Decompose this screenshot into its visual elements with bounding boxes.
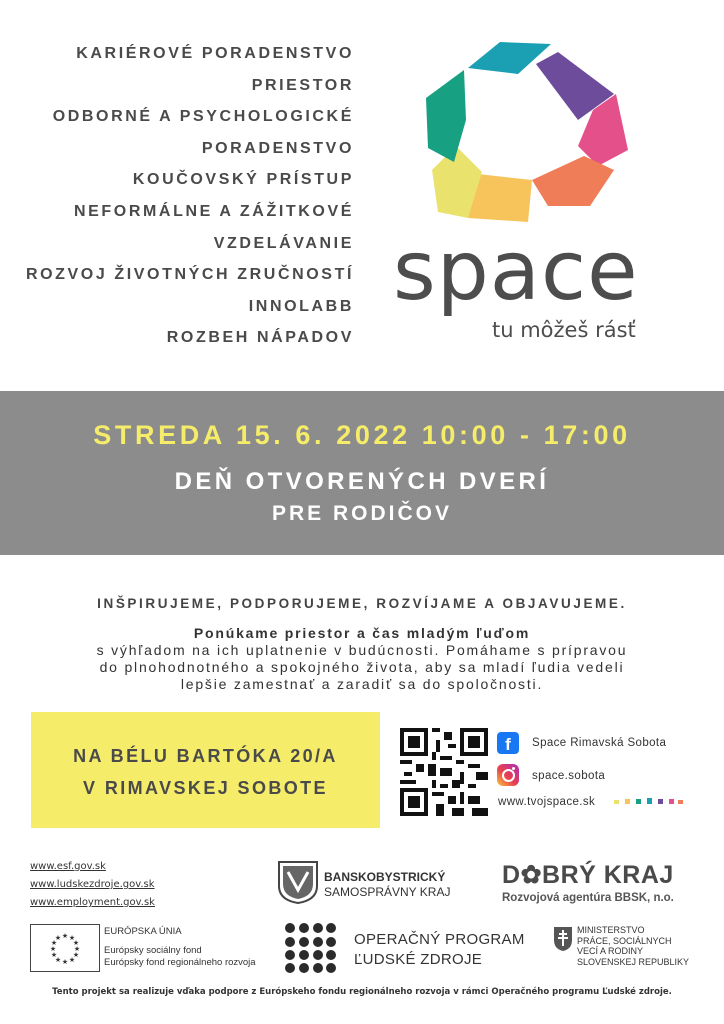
svg-text:★: ★	[50, 939, 58, 947]
service-item: PORADENSTVO	[201, 139, 354, 157]
dobry-kraj-logo	[502, 860, 674, 890]
eu-flag-icon	[30, 924, 100, 972]
description-line: do plnohodnotného a spokojného života, aby sa mladí ľudia vedeli	[99, 659, 625, 675]
svg-text:★: ★	[68, 956, 76, 964]
brand-name: space	[393, 224, 639, 319]
slovak-coat-of-arms-icon	[553, 926, 573, 952]
bbsk-line1: BANSKOBYSTRICKÝ	[324, 870, 446, 884]
ministry-line: PRÁCE, SOCIÁLNYCH	[577, 935, 672, 946]
description-line: s výhľadom na ich uplatnenie v budúcnosti. Pomáhame s prípravou	[96, 642, 628, 658]
address-city: V RIMAVSKEJ SOBOTE	[83, 778, 328, 798]
qr-code[interactable]	[400, 728, 488, 816]
dobry-kraj-subtitle: Rozvojová agentúra BBSK, n.o.	[502, 892, 674, 904]
svg-text:★: ★	[73, 945, 81, 953]
facebook-icon[interactable]: f	[497, 732, 519, 754]
service-item: ROZVOJ ŽIVOTNÝCH ZRUČNOSTÍ	[25, 266, 354, 284]
dobry-kraj-letter: D	[502, 861, 521, 889]
color-dots-icon	[614, 797, 686, 807]
ministry-name	[577, 925, 689, 967]
eu-fund-esf: Európsky sociálny fond	[104, 944, 202, 956]
link-ludskezdroje[interactable]: www.ludskezdroje.gov.sk	[30, 879, 155, 890]
funding-note: Tento projekt sa realizuje vďaka podpore z Európskeho fondu regionálneho rozvoja v rámci Operačného programu Ľudské zdroje.	[52, 987, 672, 997]
eu-title: EURÓPSKA ÚNIA	[104, 926, 182, 937]
service-item: KARIÉROVÉ PORADENSTVO	[76, 45, 354, 62]
space-logo-mark	[418, 38, 634, 226]
address-box	[31, 712, 380, 828]
link-employment[interactable]: www.employment.gov.sk	[30, 897, 155, 908]
eu-fund-erdf: Európsky fond regionálneho rozvoja	[104, 957, 256, 968]
eu-text	[104, 926, 256, 970]
ministry-line: MINISTERSTVO	[577, 925, 645, 935]
slogan: INŠPIRUJEME, PODPORUJEME, ROZVÍJAME A OBJAVUJEME.	[97, 596, 627, 611]
bbsk-name	[324, 870, 450, 900]
event-title: DEŇ OTVORENÝCH DVERÍ	[174, 468, 550, 495]
svg-text:★: ★	[50, 951, 58, 959]
website-link[interactable]: www.tvojspace.sk	[498, 796, 596, 808]
link-esf[interactable]: www.esf.gov.sk	[30, 861, 106, 872]
flower-icon: ✿	[520, 861, 543, 889]
op-name	[354, 930, 525, 970]
svg-text:★: ★	[61, 958, 69, 966]
service-item: ROZBEH NÁPADOV	[166, 329, 354, 347]
ministry-line: VECÍ A RODINY	[577, 946, 644, 956]
description-line: lepšie zamestnať a zaradiť sa do spoločnosti.	[180, 676, 544, 692]
svg-text:★: ★	[72, 951, 80, 959]
description	[40, 625, 684, 693]
dobry-kraj-text: BRÝ KRAJ	[542, 861, 674, 889]
service-item: VZDELÁVANIE	[213, 234, 354, 252]
svg-text:★: ★	[61, 932, 69, 940]
bbsk-coat-of-arms-icon	[277, 860, 319, 904]
event-date: STREDA 15. 6. 2022 10:00 - 17:00	[93, 420, 631, 450]
instagram-link[interactable]: space.sobota	[532, 770, 606, 782]
brand-tagline: tu môžeš rásť	[492, 318, 636, 342]
services-list	[26, 38, 354, 354]
svg-text:★: ★	[49, 945, 57, 953]
svg-text:★: ★	[54, 934, 62, 942]
event-subtitle: PRE RODIČOV	[271, 502, 453, 525]
address-street: NA BÉLU BARTÓKA 20/A	[73, 746, 338, 766]
op-line1: OPERAČNÝ PROGRAM	[354, 931, 525, 948]
footer-links	[30, 858, 155, 912]
description-bold: Ponúkame priestor a čas mladým ľuďom	[193, 625, 531, 641]
svg-text:★: ★	[68, 934, 76, 942]
bbsk-line2: SAMOSPRÁVNY KRAJ	[324, 885, 451, 899]
facebook-link[interactable]: Space Rimavská Sobota	[532, 737, 667, 749]
service-item: ODBORNÉ A PSYCHOLOGICKÉ	[52, 108, 354, 126]
instagram-icon[interactable]	[497, 764, 519, 786]
logo-segment-teal	[468, 42, 551, 74]
service-item: NEFORMÁLNE A ZÁŽITKOVÉ	[73, 202, 354, 220]
svg-text:★: ★	[72, 939, 80, 947]
service-item: PRIESTOR	[251, 76, 354, 94]
logo-segment-green	[426, 70, 466, 162]
ministry-line: SLOVENSKEJ REPUBLIKY	[577, 956, 690, 967]
op-dots-icon	[284, 922, 336, 974]
service-item: INNOLABB	[248, 297, 354, 315]
service-item: KOUČOVSKÝ PRÍSTUP	[132, 171, 354, 189]
op-line2: ĽUDSKÉ ZDROJE	[354, 951, 483, 968]
svg-text:★: ★	[54, 956, 62, 964]
